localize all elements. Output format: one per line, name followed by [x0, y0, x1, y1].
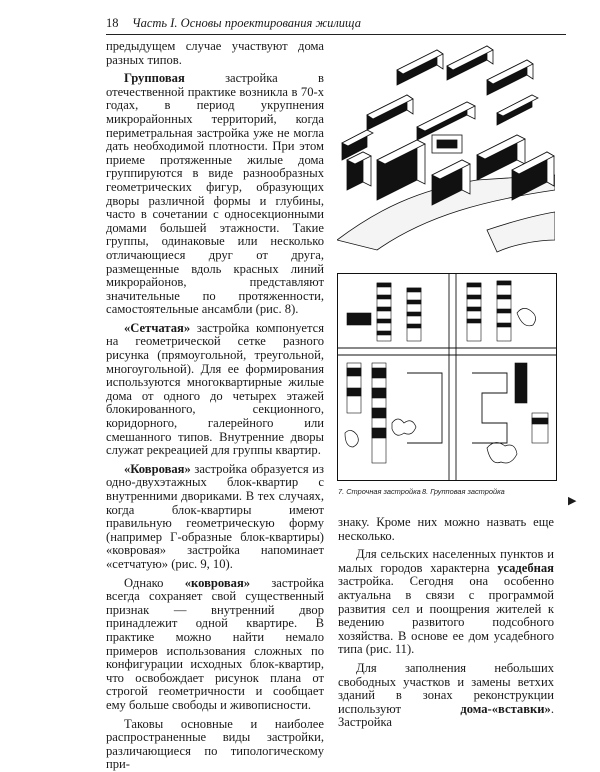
paragraph-grid-housing: «Сетчатая» застройка компонуется на геометрической сетке разного рисунка (прямоугольной, треугольной, многоугольной). Для ее формирования используются многоквартирные жилые дома от одного до четырех этажей блокированного, секционного, коридорного, галерейного или смешанного типов. Внутренние дворы служат рекреацией для группы квартир. [106, 320, 324, 458]
paragraph-carpet-feature: Однако «ковровая» застройка всегда сохраняет свой существенный признак — внутренний двор принадлежит одной квартире. В практике можно найти немало примеров использования сложных по конфигурации исходных блок-квартир, что освобождает рисунок плана от строгой геометричности и сообщает ему больше свободы и живописности. [106, 575, 324, 712]
right-text-column [338, 516, 554, 730]
figure-8-group-housing-illustration [337, 40, 555, 262]
term-carpet: «Ковровая» [124, 461, 191, 476]
caption-fig-8: 8. Групповая застройка [422, 487, 505, 496]
paragraph-carpet-housing: «Ковровая» застройка образуется из одно-двухэтажных блок-квартир с внутренними двориками. В тех случаях, когда блок-квартиры имеют правильную геометрическую форму (например Г-образные блок-квартиры) «ковровая» застройка напоминает «сетчатую» (рис. 9, 10). [106, 461, 324, 571]
page-number: 18 [106, 16, 119, 30]
term-grid: «Сетчатая» [124, 320, 191, 335]
term-carpet-2: «ковровая» [184, 575, 251, 590]
triangle-arrow-icon: ▶ [568, 495, 577, 507]
paragraph-1: предыдущем случае участвуют дома разных типов. [106, 39, 324, 67]
term-manor: усадебная [497, 560, 554, 575]
term-group: Групповая [124, 71, 185, 86]
running-header [106, 12, 566, 35]
caption-fig-7: 7. Строчная застройка [338, 487, 421, 496]
paragraph-summary: Таковы основные и наиболее распространенные виды застройки, различающиеся по типологическому при- [106, 716, 324, 772]
left-text-column [106, 40, 324, 772]
paragraph-infill-housing: Для заполнения небольших свободных участков и замены ветхих зданий в зонах реконструкции используют дома-«вставки». Застройка [338, 660, 554, 730]
paragraph-r1: знаку. Кроме них можно назвать еще несколько. [338, 515, 554, 543]
running-title: Часть I. Основы проектирования жилища [132, 16, 362, 30]
term-infill: дома-«вставки» [460, 701, 551, 716]
paragraph-manor-housing: Для сельских населенных пунктов и малых городов характерна усадебная застройка. Сегодня она особенно актуальна в связи с программой развития сел и поощрения жителей к ведению развитого подсобного хозяйства. В основе ее дом усадебного типа (рис. 11). [338, 547, 554, 657]
figure-7-row-housing-plan [337, 273, 557, 481]
paragraph-group-housing: Групповая застройка в отечественной практике возникла в 70-х годах, в период укрупнения микрорайонных территорий, когда периметральная застройка уже не могла дать необходимой плотности. При этом приеме протяженные жилые дома группируются в виде разнообразных геометрических фигур, образующих дворы различной формы и глубины, часто в сочетании с односекционными домами большей этажности. Такие группы, одинаковые или несколько отличающиеся друг от друга, размещенные вдоль красных линий микрорайонов, представляют значительные по протяженности, самостоятельные ансамбли (рис. 8). [106, 71, 324, 317]
